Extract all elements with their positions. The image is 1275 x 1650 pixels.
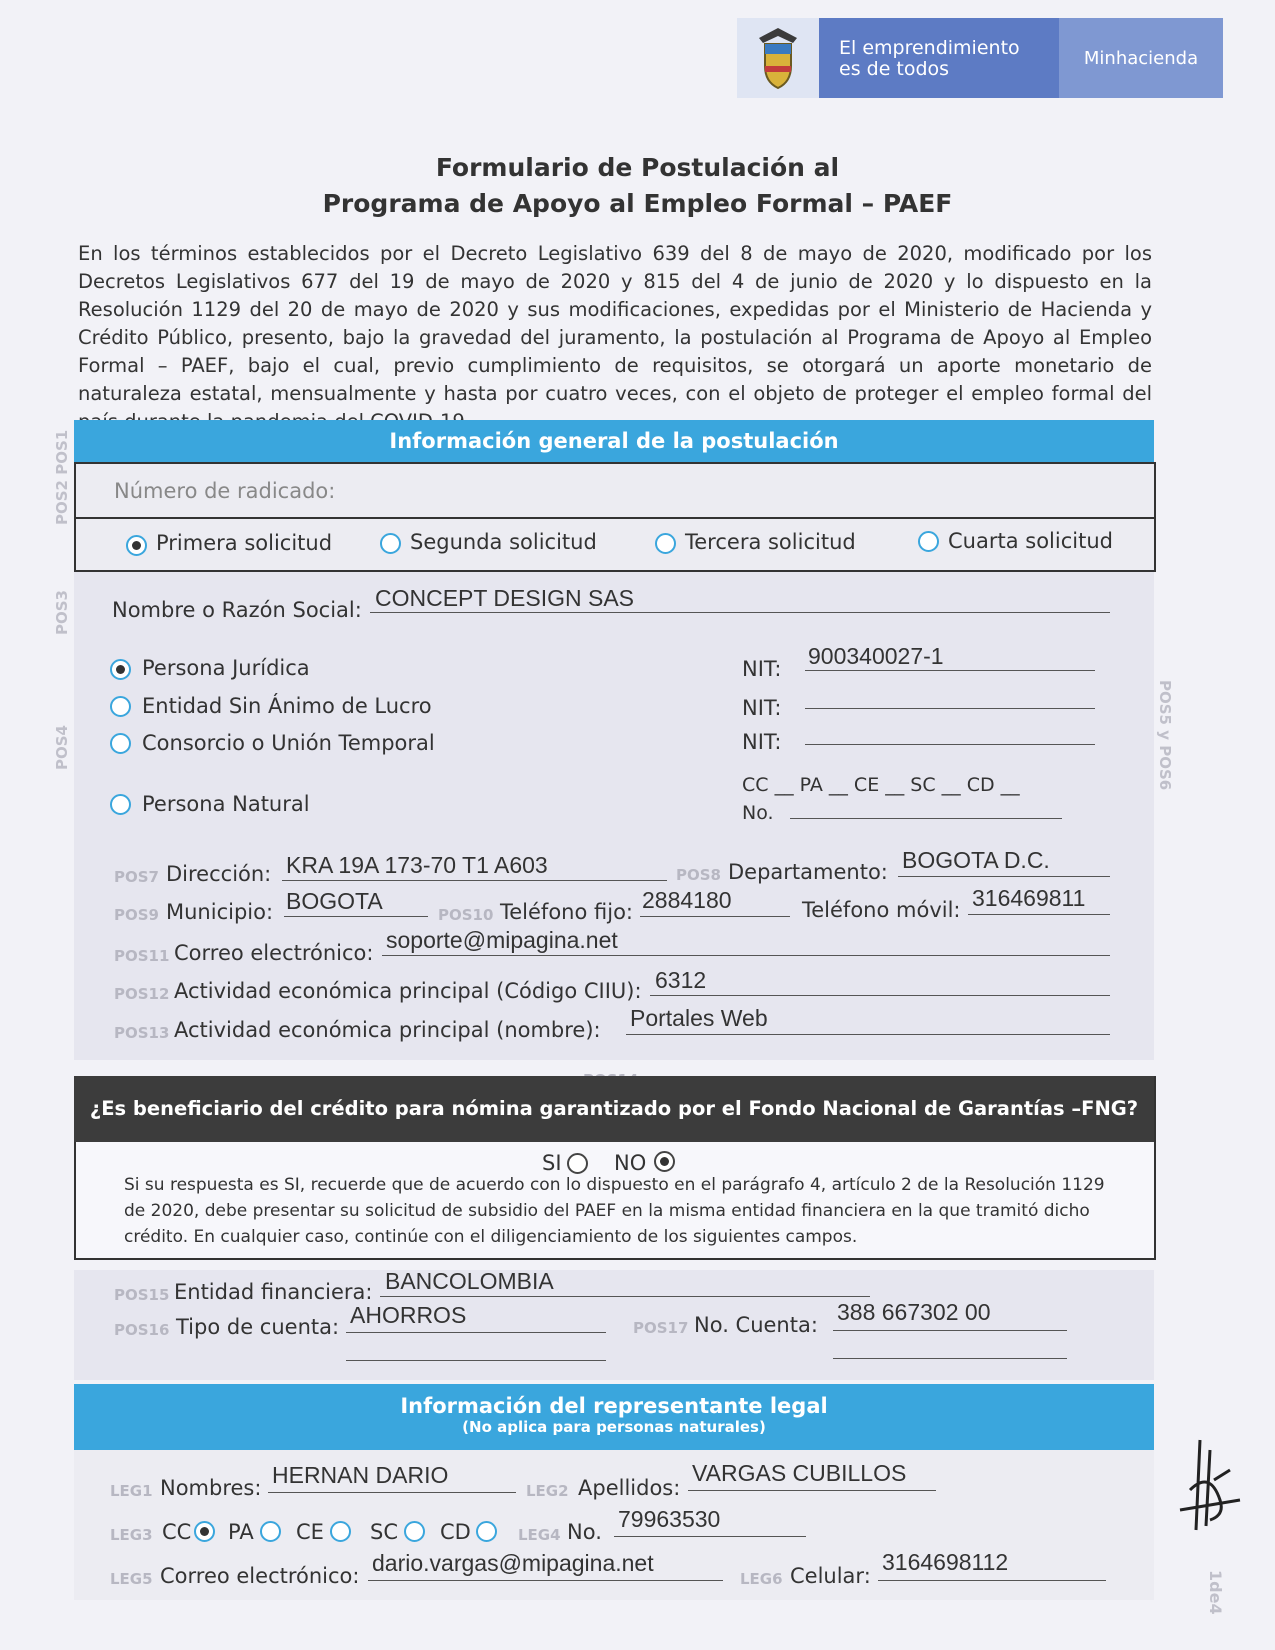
- request-label-4: Cuarta solicitud: [948, 529, 1113, 553]
- account-type-line-2: [346, 1360, 606, 1361]
- nit-line-2: [805, 708, 1095, 709]
- names-value[interactable]: HERNAN DARIO: [272, 1462, 449, 1488]
- mobile-value[interactable]: 316469811: [972, 885, 1086, 911]
- email-label: Correo electrónico:: [174, 941, 374, 965]
- pos8-code: POS8: [676, 866, 721, 884]
- pos17-code: POS17: [633, 1319, 689, 1337]
- legal-email-label: Correo electrónico:: [160, 1564, 360, 1588]
- pos5-pos6-code: POS5 y POS6: [1156, 680, 1174, 791]
- request-radio-3[interactable]: [655, 533, 676, 554]
- leg3-code: LEG3: [110, 1526, 153, 1544]
- pos9-code: POS9: [114, 906, 159, 924]
- request-radio-2[interactable]: [380, 533, 401, 554]
- fng-yes-label: SI: [542, 1151, 562, 1175]
- pos10-code: POS10: [438, 906, 494, 924]
- fng-note: Si su respuesta es SI, recuerde que de acuerdo con lo dispuesto en el parágrafo 4, artículo 2 de la Resolución 1129 de 2020, debe presentar su solicitud de subsidio del PAEF en la misma entidad financiera en la que tramitó dicho crédito. En cualquier caso, continúe con el diligenciamiento de los siguientes campos.: [124, 1175, 1105, 1247]
- account-type-label: Tipo de cuenta:: [176, 1315, 340, 1339]
- doc-no-label: No.: [567, 1520, 602, 1544]
- razon-social-value[interactable]: CONCEPT DESIGN SAS: [375, 585, 635, 611]
- account-no-value[interactable]: 388 667302 00: [837, 1299, 991, 1325]
- slogan: [839, 38, 1020, 80]
- entity-radio-consorcio[interactable]: [110, 733, 131, 754]
- doc-sc-radio[interactable]: [404, 1521, 425, 1542]
- account-type-value[interactable]: AHORROS: [350, 1302, 467, 1328]
- email-value[interactable]: soporte@mipagina.net: [386, 927, 618, 953]
- entity-radio-natural[interactable]: [110, 794, 131, 815]
- pos12-code: POS12: [114, 985, 170, 1003]
- request-label-3: Tercera solicitud: [685, 530, 856, 554]
- phone-line: [640, 916, 790, 917]
- entity-label-consorcio: Consorcio o Unión Temporal: [142, 731, 435, 755]
- ciiu-value[interactable]: 6312: [655, 967, 707, 993]
- title-line2: Programa de Apoyo al Empleo Formal – PAEF: [322, 189, 953, 218]
- fng-yes-radio[interactable]: [567, 1153, 588, 1174]
- doc-types: CC __ PA __ CE __ SC __ CD __: [742, 774, 1020, 796]
- surnames-label: Apellidos:: [578, 1476, 681, 1500]
- address-label: Dirección:: [166, 862, 272, 886]
- names-label: Nombres:: [160, 1476, 262, 1500]
- account-no-line: [833, 1330, 1067, 1331]
- doc-pa-label: PA: [228, 1520, 254, 1544]
- cell-line: [878, 1580, 1106, 1581]
- pos3-code: POS3: [53, 590, 71, 635]
- coat-of-arms-icon: [737, 18, 819, 98]
- cell-label: Celular:: [790, 1564, 871, 1588]
- pos7-code: POS7: [114, 868, 159, 886]
- natural-no-label: No.: [742, 802, 774, 824]
- account-type-line: [346, 1332, 606, 1333]
- pos16-code: POS16: [114, 1321, 170, 1339]
- request-label-1: Primera solicitud: [156, 531, 333, 555]
- address-line: [282, 880, 667, 881]
- doc-no-value[interactable]: 79963530: [618, 1506, 721, 1532]
- title-line1: Formulario de Postulación al: [435, 153, 840, 182]
- request-radio-4[interactable]: [918, 531, 939, 552]
- dept-label: Departamento:: [728, 860, 888, 884]
- legal-section-subtitle: (No aplica para personas naturales): [462, 1418, 766, 1436]
- surnames-value[interactable]: VARGAS CUBILLOS: [692, 1460, 907, 1486]
- ciiu-label: Actividad económica principal (Código CIIU):: [174, 979, 642, 1003]
- pos15-code: POS15: [114, 1286, 170, 1304]
- nit-label-3: NIT:: [742, 730, 782, 754]
- doc-ce-label: CE: [296, 1520, 324, 1544]
- nit-label-1: NIT:: [742, 657, 782, 681]
- phone-label: Teléfono fijo:: [500, 900, 633, 924]
- signature-icon: [1170, 1430, 1250, 1550]
- doc-cc-label: CC: [162, 1520, 192, 1544]
- pos13-code: POS13: [114, 1024, 170, 1042]
- email-line: [382, 955, 1110, 956]
- doc-cd-radio[interactable]: [476, 1521, 497, 1542]
- fng-question: ¿Es beneficiario del crédito para nómina garantizado por el Fondo Nacional de Garantías –FNG?: [74, 1076, 1154, 1142]
- entity-radio-esal[interactable]: [110, 696, 131, 717]
- account-no-line-2: [833, 1358, 1067, 1359]
- ciiu-line: [650, 995, 1110, 996]
- dept-line: [898, 876, 1110, 877]
- razon-social-label: Nombre o Razón Social:: [112, 598, 362, 622]
- leg2-code: LEG2: [526, 1482, 569, 1500]
- city-label: Municipio:: [166, 900, 274, 924]
- nit-line-3: [805, 744, 1095, 745]
- city-line: [284, 916, 428, 917]
- legal-email-value[interactable]: dario.vargas@mipagina.net: [372, 1550, 654, 1576]
- radicado-divider: [74, 517, 1154, 519]
- request-label-2: Segunda solicitud: [410, 530, 597, 554]
- razon-social-line: [370, 612, 1110, 613]
- fng-no-radio[interactable]: [654, 1151, 675, 1172]
- legal-email-line: [368, 1580, 723, 1581]
- pos11-code: POS11: [114, 947, 170, 965]
- leg4-code: LEG4: [518, 1526, 561, 1544]
- bank-entity-line: [380, 1296, 870, 1297]
- entity-label-natural: Persona Natural: [142, 792, 310, 816]
- natural-no-line: [790, 818, 1062, 819]
- address-value[interactable]: KRA 19A 173-70 T1 A603: [286, 852, 548, 878]
- leg6-code: LEG6: [740, 1570, 783, 1588]
- doc-sc-label: SC: [370, 1520, 398, 1544]
- pos4-code: POS4: [53, 725, 71, 770]
- cell-value[interactable]: 3164698112: [882, 1549, 1009, 1575]
- doc-ce-radio[interactable]: [330, 1521, 351, 1542]
- entity-label-juridica: Persona Jurídica: [142, 656, 310, 680]
- doc-pa-radio[interactable]: [260, 1521, 281, 1542]
- nit-value-1[interactable]: 900340027-1: [808, 643, 944, 669]
- general-section-title: Información general de la postulación: [74, 420, 1154, 462]
- city-value[interactable]: BOGOTA: [286, 888, 383, 914]
- page-number: 1de4: [1206, 1570, 1225, 1615]
- doc-no-line: [614, 1536, 806, 1537]
- ministry-label: Minhacienda: [1059, 18, 1223, 98]
- doc-cc-radio[interactable]: [194, 1521, 215, 1542]
- account-no-label: No. Cuenta:: [694, 1313, 818, 1337]
- legal-section-title: Información del representante legal: [400, 1394, 828, 1418]
- entity-radio-juridica[interactable]: [110, 659, 131, 680]
- activity-value[interactable]: Portales Web: [630, 1005, 768, 1031]
- header-banner: [737, 18, 1223, 98]
- mobile-line: [968, 914, 1110, 915]
- pos1-code: POS1: [53, 429, 71, 475]
- intro-paragraph: En los términos establecidos por el Decreto Legislativo 639 del 8 de mayo de 2020, modificado por los Decretos Legislativos 677 del 19 de mayo de 2020 y 815 del 4 de junio de 2020 y lo dispuesto en la Resolución 1129 del 20 de mayo de 2020 y sus modificaciones, expedidas por el Ministerio de Hacienda y Crédito Público, presento, bajo la gravedad del juramento, la postulación al Programa de Apoyo al Empleo Formal – PAEF, bajo el cual, previo cumplimiento de requisitos, se otorgará un aporte monetario de naturaleza estatal, mensualmente y hasta por cuatro veces, con el objeto de proteger el empleo formal del: [78, 242, 1152, 405]
- entity-label-esal: Entidad Sin Ánimo de Lucro: [142, 694, 432, 718]
- mobile-label: Teléfono móvil:: [802, 898, 961, 922]
- nit-line-1: [805, 670, 1095, 671]
- fng-no-label: NO: [614, 1151, 647, 1175]
- slogan-line2: es de todos: [839, 58, 950, 80]
- dept-value[interactable]: BOGOTA D.C.: [902, 847, 1050, 873]
- leg1-code: LEG1: [110, 1482, 153, 1500]
- leg5-code: LEG5: [110, 1570, 153, 1588]
- pos1-pos2-code: [53, 430, 71, 525]
- phone-value[interactable]: 2884180: [642, 887, 732, 913]
- request-radio-1[interactable]: [126, 535, 147, 556]
- radicado-label: Número de radicado:: [114, 479, 336, 503]
- bank-entity-label: Entidad financiera:: [174, 1280, 373, 1304]
- activity-label: Actividad económica principal (nombre):: [174, 1018, 601, 1042]
- surnames-line: [688, 1490, 936, 1491]
- nit-label-2: NIT:: [742, 696, 782, 720]
- activity-line: [626, 1034, 1110, 1035]
- doc-cd-label: CD: [440, 1520, 471, 1544]
- names-line: [268, 1492, 516, 1493]
- legal-section-band: [74, 1384, 1154, 1450]
- bank-entity-value[interactable]: BANCOLOMBIA: [385, 1268, 554, 1294]
- pos2-code: POS2: [53, 480, 71, 525]
- slogan-line1: El emprendimiento: [839, 37, 1020, 59]
